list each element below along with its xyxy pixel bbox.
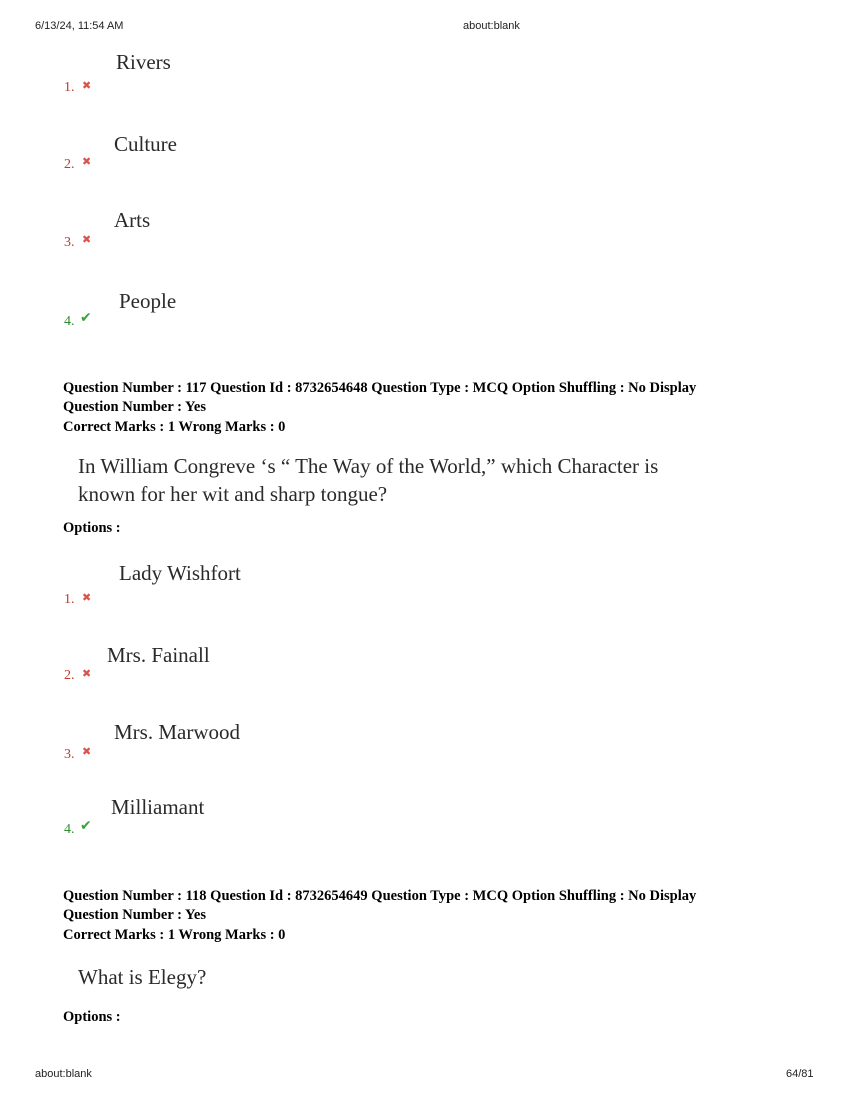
option-text: Mrs. Marwood (114, 720, 240, 744)
option-number: 3. (64, 235, 75, 250)
option-text: People (119, 289, 177, 313)
cross-icon: ✖ (82, 79, 92, 92)
question-meta-display: Question Number : Yes (63, 399, 206, 415)
question-text-line: What is Elegy? (78, 965, 207, 989)
cross-icon: ✖ (82, 667, 92, 680)
question-marks: Correct Marks : 1 Wrong Marks : 0 (63, 927, 286, 943)
question-text (78, 452, 798, 508)
print-datetime: 6/13/24, 11:54 AM (35, 20, 124, 32)
print-page-title: about:blank (463, 20, 520, 32)
option-number: 2. (64, 668, 75, 683)
question-text-line: In William Congreve ‘s “ The Way of the World,” which Character is (78, 454, 659, 478)
option-number: 3. (64, 747, 75, 762)
option-number: 2. (64, 157, 75, 172)
question-marks: Correct Marks : 1 Wrong Marks : 0 (63, 419, 286, 435)
print-footer-url: about:blank (35, 1068, 92, 1080)
check-icon: ✔ (80, 310, 92, 326)
question-text-line: known for her wit and sharp tongue? (78, 482, 388, 506)
option-number: 4. (64, 314, 75, 329)
cross-icon: ✖ (82, 745, 92, 758)
option-number: 4. (64, 822, 75, 837)
cross-icon: ✖ (82, 155, 92, 168)
option-text: Rivers (116, 50, 171, 74)
option-text: Mrs. Fainall (107, 643, 210, 667)
question-meta-display: Question Number : Yes (63, 907, 206, 923)
option-number: 1. (64, 80, 75, 95)
option-number: 1. (64, 592, 75, 607)
cross-icon: ✖ (82, 591, 92, 604)
check-icon: ✔ (80, 818, 92, 834)
question-text (78, 963, 798, 991)
cross-icon: ✖ (82, 233, 92, 246)
option-text: Arts (114, 208, 151, 232)
question-meta: Question Number : 117 Question Id : 8732654648 Question Type : MCQ Option Shuffling : No Display (63, 380, 697, 396)
question-meta: Question Number : 118 Question Id : 8732654649 Question Type : MCQ Option Shuffling : No Display (63, 888, 697, 904)
print-page-number: 64/81 (786, 1068, 814, 1080)
option-text: Lady Wishfort (119, 561, 241, 585)
option-text: Culture (114, 132, 177, 156)
options-label: Options : (63, 520, 121, 536)
options-label: Options : (63, 1009, 121, 1025)
option-text: Milliamant (111, 795, 205, 819)
